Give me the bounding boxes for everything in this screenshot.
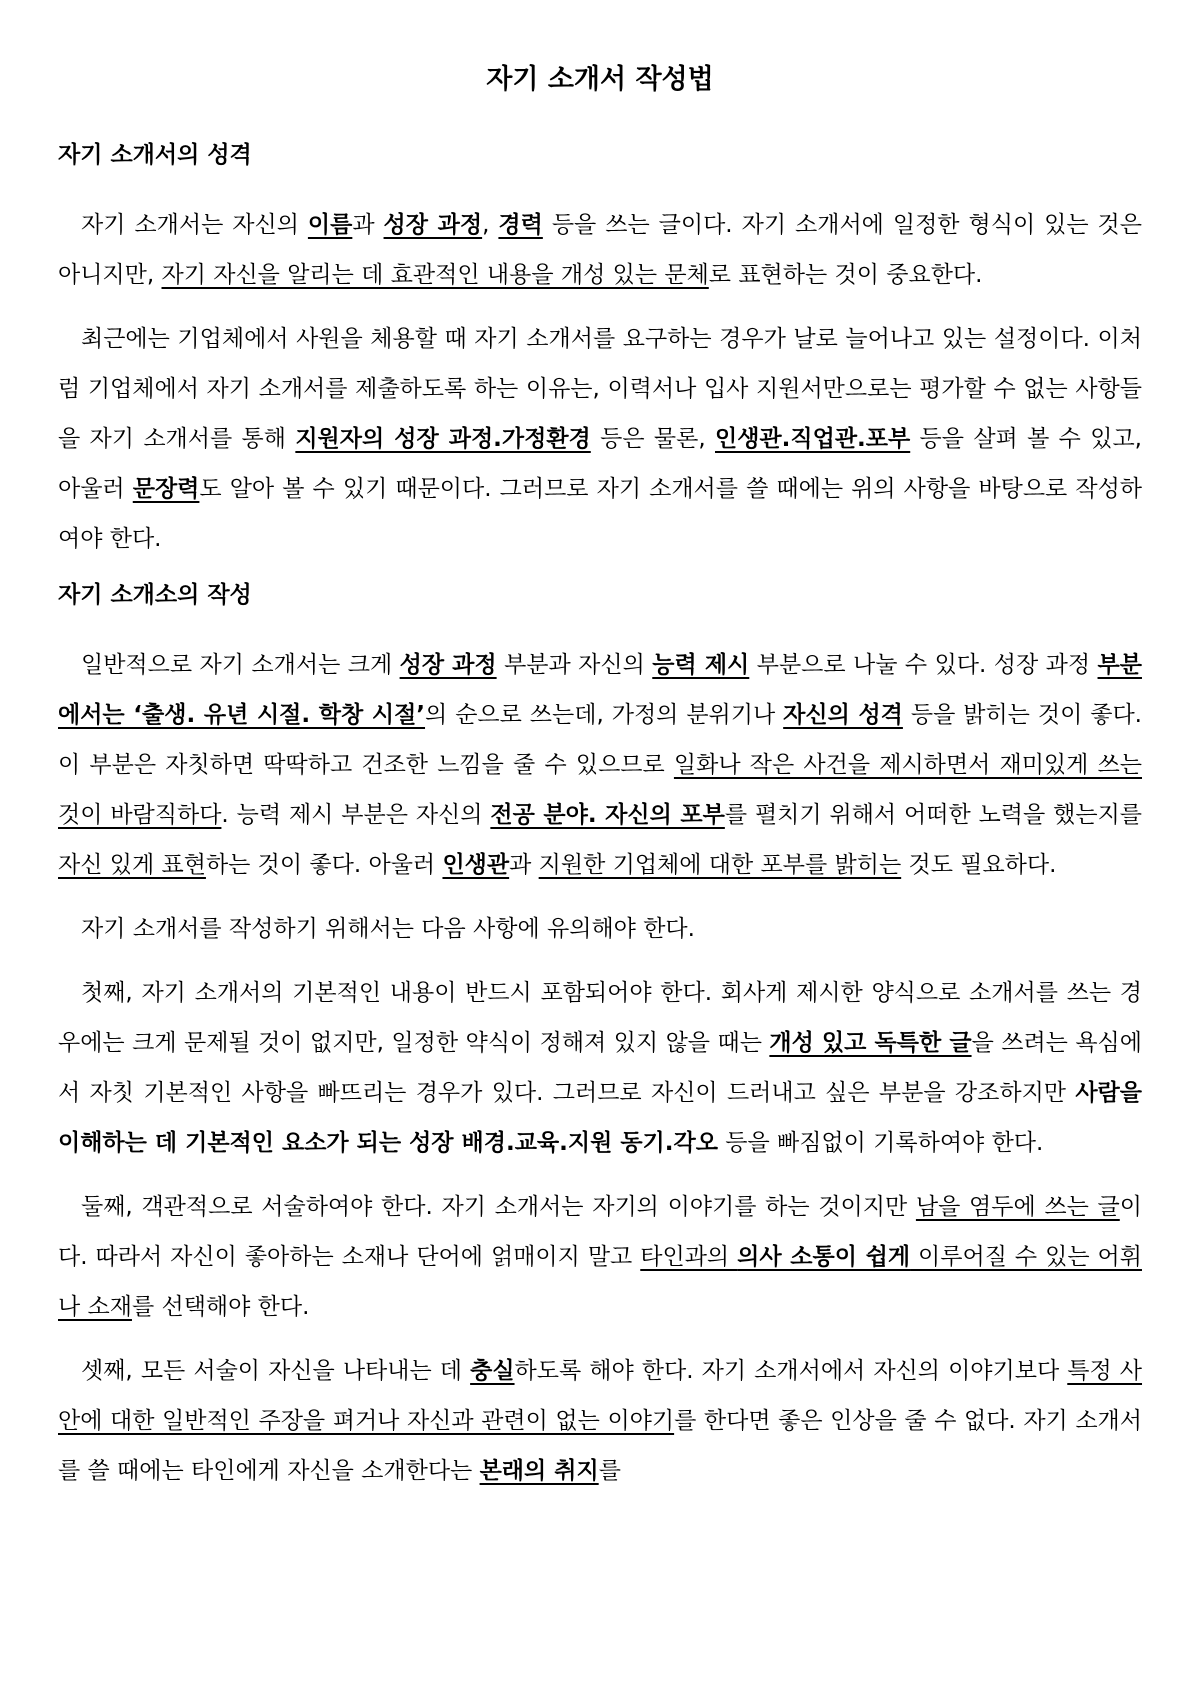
emphasized-text: 이름 [307,212,353,238]
emphasized-text: 인생관.직업관.포부 [715,426,911,452]
emphasized-text: 문장력 [132,476,200,502]
emphasized-text: 남을 염두에 쓰는 글 [915,1194,1120,1220]
section-heading: 자기 소개서의 성격 [58,142,252,168]
emphasized-text: 개성 있고 독특한 글 [769,1030,972,1056]
text-run: 과 [352,212,384,238]
text-run: 셋째, 모든 서술이 자신을 나타내는 데 [81,1358,471,1384]
text-run: 등을 빠짐없이 기록하여야 한다. [717,1130,1044,1156]
emphasized-text: 지원한 기업체에 대한 포부를 밝히는 [538,852,902,878]
text-run: 둘째, 객관적으로 서술하여야 한다. 자기 소개서는 자기의 이야기를 하는 것이지만 [81,1194,916,1220]
emphasized-text: 본래의 취지 [479,1458,599,1484]
emphasized-text: 의사 소통이 쉽게 [737,1244,911,1270]
emphasized-text: 특정 사안에 대한 일반적인 주장을 펴거나 자신과 관련이 없는 이야기 [58,1358,1143,1434]
text-run: 로 표현하는 것이 중요한다. [708,262,983,288]
emphasized-text: 지원자의 성장 과정.가정환경 [295,426,591,452]
text-run: 등은 물론, [590,426,715,452]
emphasized-text: 이루어질 수 있는 어휘나 소재 [58,1244,1142,1320]
text-run: 를 펼치기 위해서 어떠한 노력을 했는지를 [724,802,1143,828]
paragraph [58,1182,1142,1332]
paragraph [58,968,1142,1168]
emphasized-text: 전공 분야. 자신의 포부 [490,802,725,828]
text-run: 이다. 따라서 자신이 좋아하는 소재나 단어에 얽매이지 말고 [58,1194,1142,1270]
paragraph [58,200,1142,300]
emphasized-text: 능력 제시 [652,652,750,678]
paragraph [58,904,1142,954]
text-run: 과 [509,852,539,878]
text-run: 최근에는 기업체에서 사원을 체용할 때 자기 소개서를 요구하는 경우가 날로 늘어나고 있는 설정이다. 이처럼 기업체에서 자기 소개서를 제출하도록 하는 이유는, 이력서나 입사 지원서만으로는 평가할 수 없는 사항들을 자기 소개서를 통해 [58,326,1142,452]
text-run: 부분으로 나눌 수 있다. 성장 과정 [749,652,1098,678]
emphasized-text: 사람을 이해하는 데 기본적인 요소가 되는 성장 배경.교육.지원 동기.각오 [58,1080,1142,1156]
emphasized-text: 인생관 [442,852,510,878]
section-character [58,138,1142,564]
text-run: 하도록 해야 한다. 자기 소개서에서 자신의 이야기보다 [514,1358,1068,1384]
text-run: 부분과 자신의 [496,652,653,678]
section-heading: 자기 소개소의 작성 [58,582,252,608]
emphasized-text: 경력 [498,212,543,238]
paragraph [58,314,1142,564]
emphasized-text: 일화나 작은 사건을 제시하면서 재미있게 쓰는 것이 바람직하다 [58,752,1142,828]
emphasized-text: 부분에서는 ‘출생. 유년 시절. 학창 시절’ [58,652,1142,728]
text-run: 를 선택해야 한다. [131,1294,310,1320]
text-run: , [482,212,499,238]
section-writing [58,578,1142,1496]
emphasized-text: 타인과의 [640,1244,738,1270]
text-run: 하는 것이 좋다. 아울러 [205,852,443,878]
emphasized-text: 충실 [470,1358,515,1384]
paragraph [58,1346,1142,1496]
text-run: 등을 쓰는 글이다. 자기 소개서에 일정한 형식이 있는 것은 아니지만, [58,212,1142,288]
text-run: 의 순으로 쓰는데, 가정의 분위기나 [425,702,784,728]
text-run: 도 알아 볼 수 있기 때문이다. 그러므로 자기 소개서를 쓸 때에는 위의 사항을 바탕으로 작성하여야 한다. [58,476,1143,552]
paragraph [58,640,1142,890]
text-run: 을 쓰려는 욕심에서 자칫 기본적인 사항을 빠뜨리는 경우가 있다. 그러므로 자신이 드러내고 싶은 부분을 강조하지만 [58,1030,1142,1106]
document-title: 자기 소개서 작성법 [486,64,714,95]
text-run: 를 한다면 좋은 인상을 줄 수 없다. 자기 소개서를 쓸 때에는 타인에게 자신을 소개한다는 [58,1408,1142,1484]
emphasized-text: 자기 자신을 알리는 데 효관적인 내용을 개성 있는 문체 [161,262,709,288]
text-run: 일반적으로 자기 소개서는 크게 [81,652,400,678]
text-run: 자기 소개서를 작성하기 위해서는 다음 사항에 유의해야 한다. [81,916,695,942]
text-run: . 능력 제시 부분은 자신의 [221,802,491,828]
emphasized-text: 성장 과정 [399,652,497,678]
text-run: 것도 필요하다. [901,852,1057,878]
text-run: 자기 소개서는 자신의 [81,212,308,238]
text-run: 를 [598,1458,621,1484]
text-run: 첫째, 자기 소개서의 기본적인 내용이 반드시 포함되어야 한다. 회사게 제시한 양식으로 소개서를 쓰는 경우에는 크게 문제될 것이 없지만, 일정한 약식이 정해져 있지 않을 때는 [58,980,1142,1056]
text-run: 등을 밝히는 것이 좋다. 이 부분은 자칫하면 딱딱하고 건조한 느낌을 줄 수 있으므로 [58,702,1142,778]
emphasized-text: 자신 있게 표현 [58,852,206,878]
emphasized-text: 성장 과정 [383,212,483,238]
emphasized-text: 자신의 성격 [783,702,903,728]
text-run: 등을 살펴 볼 수 있고, 아울러 [58,426,1142,502]
